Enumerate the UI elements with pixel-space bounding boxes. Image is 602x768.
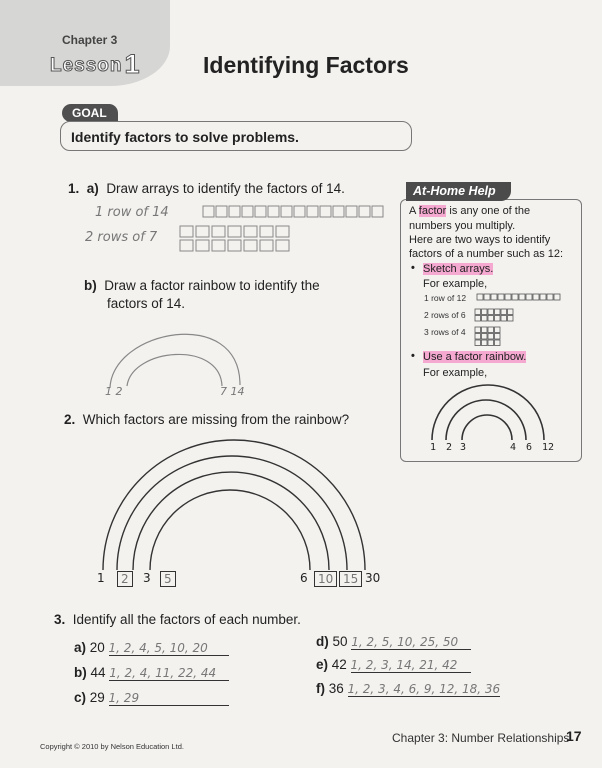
q3-item-label: c) xyxy=(74,690,87,705)
q2-rainbow xyxy=(103,440,365,570)
q2-factor-label: 1 xyxy=(97,571,105,585)
q1-b-text-1: Draw a factor rainbow to identify the xyxy=(104,278,320,293)
array-cell xyxy=(260,240,273,251)
page-title: Identifying Factors xyxy=(203,52,409,78)
lesson-number: 1 xyxy=(124,49,141,79)
help-rows4: 3 rows of 4 xyxy=(424,327,466,337)
help-rows6: 2 rows of 6 xyxy=(424,310,466,320)
help-rainbow-label: 12 xyxy=(542,442,555,453)
help-bullet-2-text: Use a factor rainbow. xyxy=(423,351,527,363)
array-cell xyxy=(276,240,289,251)
array-cell xyxy=(333,206,344,217)
help-example-2: For example, xyxy=(423,367,488,379)
array-2x7 xyxy=(180,226,289,251)
help-line-3: Here are two ways to identify xyxy=(409,234,551,246)
array-cell xyxy=(196,226,209,237)
array-cell xyxy=(307,206,318,217)
array-cell xyxy=(294,206,305,217)
q3 xyxy=(54,612,301,627)
q2-text: Which factors are missing from the rainbow? xyxy=(82,412,350,427)
q2-missing-factor: 10 xyxy=(314,571,337,587)
array-cell xyxy=(372,206,383,217)
q2-factor-label: 30 xyxy=(365,571,381,585)
q3-item xyxy=(316,657,471,673)
goal-badge: GOAL xyxy=(62,104,118,122)
q3-item-number: 44 xyxy=(86,665,110,680)
help-rainbow-label: 1 xyxy=(430,442,437,453)
array-cell xyxy=(216,206,227,217)
q3-item-label: b) xyxy=(74,665,87,680)
page-number: 17 xyxy=(566,728,582,744)
help-line-4: factors of a number such as 12: xyxy=(409,248,564,260)
q3-item xyxy=(74,640,229,656)
array-cell xyxy=(346,206,357,217)
q3-item xyxy=(74,690,229,706)
chapter-reference: Chapter 3: Number Relationships xyxy=(392,731,570,745)
q3-item-answer[interactable]: 1, 29 xyxy=(109,691,229,706)
q3-item-number: 29 xyxy=(86,690,109,705)
array-cell xyxy=(212,226,225,237)
q2-missing-factor: 15 xyxy=(339,571,362,587)
help-rainbow-label: 2 xyxy=(446,442,453,453)
help-rainbow-label: 6 xyxy=(526,442,533,453)
array-cell xyxy=(281,206,292,217)
q3-item xyxy=(316,681,500,697)
q3-item-label: d) xyxy=(316,634,329,649)
array-1x14 xyxy=(203,206,383,217)
q3-item xyxy=(316,634,471,650)
q3-item-label: f) xyxy=(316,681,325,696)
array-cell xyxy=(228,226,241,237)
q3-item-answer[interactable]: 1, 2, 3, 14, 21, 42 xyxy=(351,658,471,673)
hw-rainbow-left: 1 2 xyxy=(105,385,123,398)
bullet-1: • xyxy=(411,262,415,274)
array-cell xyxy=(268,206,279,217)
help-header: At-Home Help xyxy=(406,182,511,201)
q1-rainbow xyxy=(110,334,240,388)
q2-missing-factor: 2 xyxy=(117,571,133,587)
help-example-1: For example, xyxy=(423,278,488,290)
q3-item-number: 36 xyxy=(325,681,348,696)
array-cell xyxy=(229,206,240,217)
q2 xyxy=(64,412,349,427)
q3-number: 3. xyxy=(54,612,66,627)
q3-item-number: 42 xyxy=(328,657,351,672)
array-cell xyxy=(212,240,225,251)
hw-row2: 2 rows of 7 xyxy=(85,230,158,245)
array-cell xyxy=(276,226,289,237)
array-cell xyxy=(242,206,253,217)
array-cell xyxy=(255,206,266,217)
q1-a-label: a) xyxy=(86,181,99,196)
q3-item-number: 20 xyxy=(86,640,109,655)
q3-item xyxy=(74,665,229,681)
help-rainbow-label: 3 xyxy=(460,442,467,453)
q3-text: Identify all the factors of each number. xyxy=(72,612,301,627)
q3-item-answer[interactable]: 1, 2, 4, 5, 10, 20 xyxy=(109,641,229,656)
q1-b-text-2: factors of 14. xyxy=(107,296,186,311)
array-cell xyxy=(180,240,193,251)
hw-row1: 1 row of 14 xyxy=(95,205,169,220)
q3-item-answer[interactable]: 1, 2, 4, 11, 22, 44 xyxy=(109,666,229,681)
q3-item-answer[interactable]: 1, 2, 3, 4, 6, 9, 12, 18, 36 xyxy=(347,682,501,696)
q1-b xyxy=(84,278,320,293)
array-cell xyxy=(359,206,370,217)
array-cell xyxy=(196,240,209,251)
q3-item-answer[interactable]: 1, 2, 5, 10, 25, 50 xyxy=(351,635,471,650)
array-cell xyxy=(320,206,331,217)
help-bullet-2 xyxy=(423,350,526,364)
goal-box: Identify factors to solve problems. xyxy=(60,121,412,151)
q3-item-label: a) xyxy=(74,640,87,655)
help-row12: 1 row of 12 xyxy=(424,293,467,303)
q2-number: 2. xyxy=(64,412,76,427)
help-l1c: is any one of the xyxy=(446,205,531,217)
help-line-1 xyxy=(409,204,530,218)
help-bullet-1 xyxy=(423,262,493,276)
q3-item-label: e) xyxy=(316,657,329,672)
help-factor-word: factor xyxy=(418,205,447,217)
help-l1a: A xyxy=(409,205,419,217)
q2-factor-label: 3 xyxy=(143,571,151,585)
hw-rainbow-right: 7 14 xyxy=(220,385,245,398)
help-line-2: numbers you multiply. xyxy=(409,220,516,232)
q2-factor-label: 6 xyxy=(300,571,308,585)
array-cell xyxy=(203,206,214,217)
chapter-label: Chapter 3 xyxy=(62,33,118,47)
q1-number: 1. xyxy=(68,181,80,196)
array-cell xyxy=(244,240,257,251)
bullet-2: • xyxy=(411,350,415,362)
array-cell xyxy=(180,226,193,237)
help-bullet-1-text: Sketch arrays. xyxy=(423,263,494,275)
array-cell xyxy=(260,226,273,237)
lesson-word: Lesson xyxy=(50,55,123,76)
array-cell xyxy=(228,240,241,251)
q1-a-text: Draw arrays to identify the factors of 14. xyxy=(106,181,345,196)
q1-b-label: b) xyxy=(84,278,97,293)
copyright: Copyright © 2010 by Nelson Education Ltd. xyxy=(40,742,184,751)
help-rainbow-label: 4 xyxy=(510,442,517,453)
q2-missing-factor: 5 xyxy=(160,571,176,587)
array-cell xyxy=(244,226,257,237)
q3-item-number: 50 xyxy=(328,634,352,649)
